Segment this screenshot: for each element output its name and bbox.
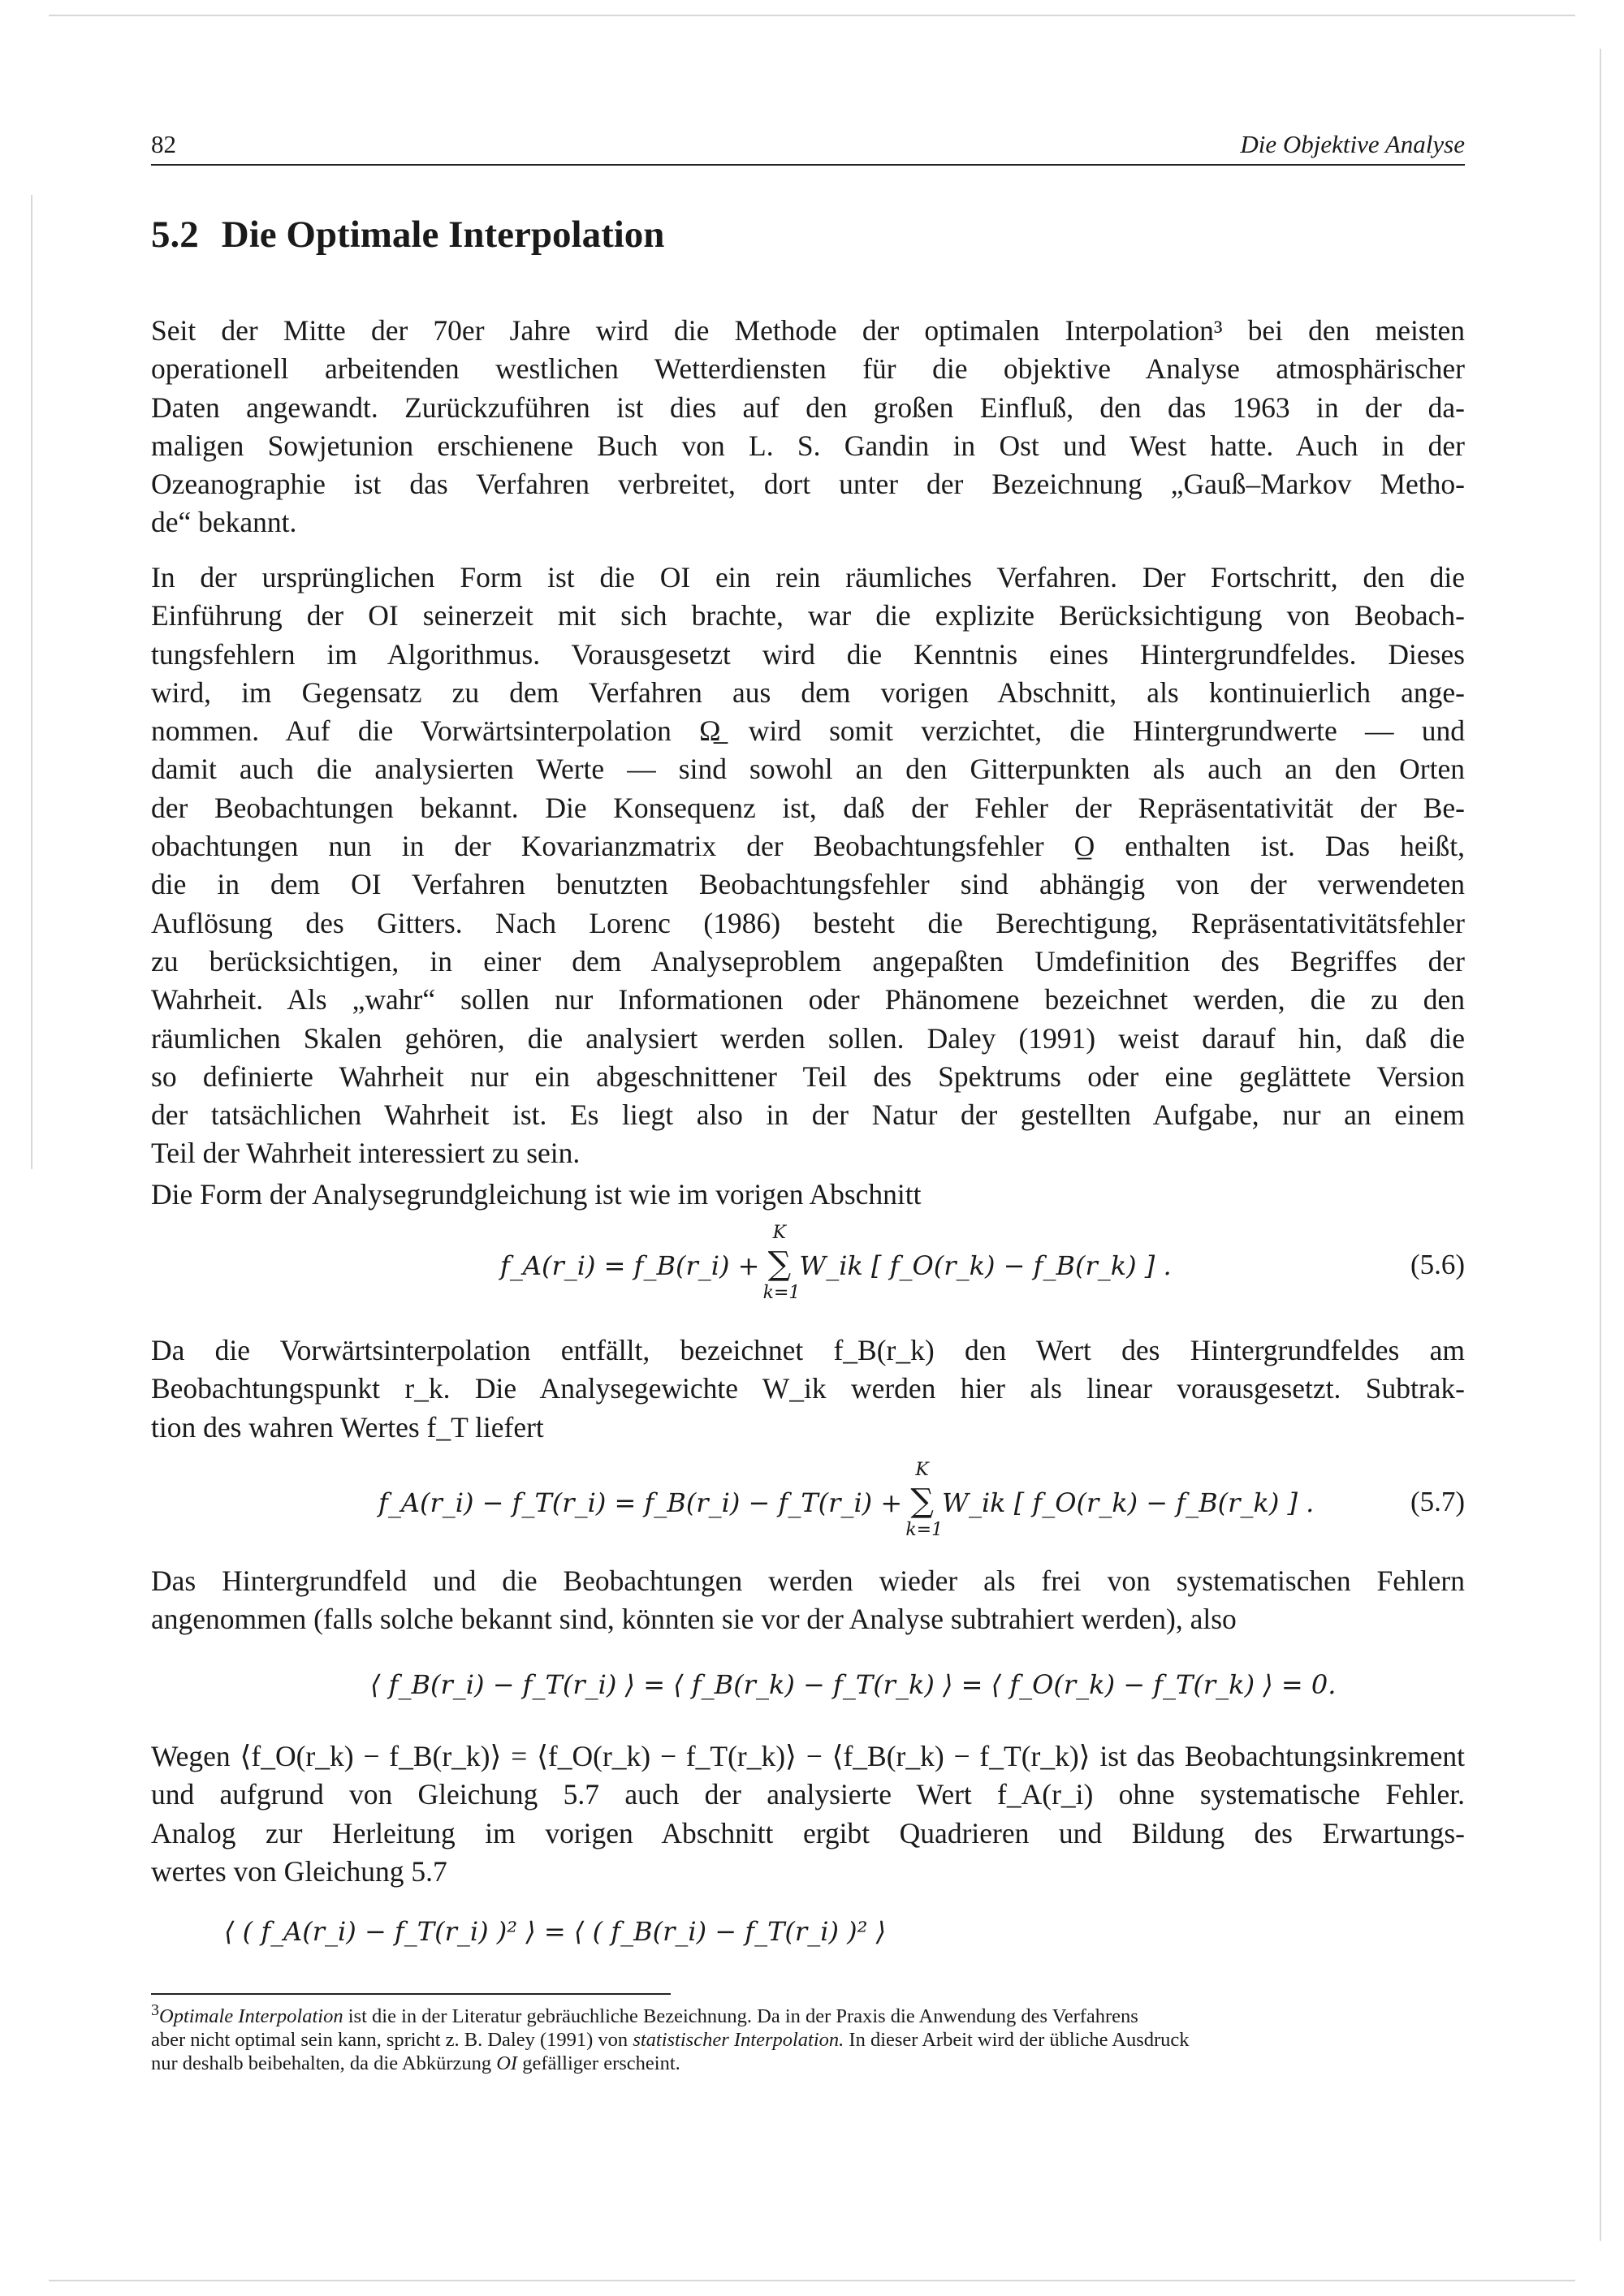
paragraph-2 — [151, 559, 1465, 1173]
text-line: maligen Sowjetunion erschienene Buch von L. S. Gandin in Ost und West hatte. Auch in der — [151, 429, 1465, 462]
equation-lhs: f_A(r_i) − f_T(r_i) = f_B(r_i) − f_T(r_i) + — [378, 1487, 903, 1518]
text-line: angenommen (falls solche bekannt sind, könnten sie vor der Analyse subtrahiert werden), also — [151, 1603, 1237, 1636]
paragraph-4 — [151, 1331, 1465, 1447]
footnote-text: nur deshalb beibehalten, da die Abkürzung — [151, 2052, 497, 2075]
equation-number: (5.6) — [1410, 1249, 1465, 1280]
text-line: die in dem OI Verfahren benutzten Beobachtungsfehler sind abhängig von der verwendeten — [151, 868, 1465, 901]
sum-lower-limit: k=1 — [762, 1283, 801, 1303]
footnote — [151, 1999, 1465, 2075]
footnote-rule — [151, 1993, 671, 1995]
equation-squared-expectation: ⟨ ( f_A(r_i) − f_T(r_i) )² ⟩ = ⟨ ( f_B(r_i) − f_T(r_i) )² ⟩ — [224, 1916, 887, 1947]
sum-symbol: ∑ K k=1 — [905, 1460, 944, 1540]
footnote-marker: 3 — [151, 2001, 159, 2019]
footnote-term: Optimale Interpolation — [159, 2005, 343, 2028]
footnote-term: OI — [496, 2052, 518, 2075]
text-line: Wegen ⟨f_O(r_k) − f_B(r_k)⟩ = ⟨f_O(r_k) − f_T(r_k)⟩ − ⟨f_B(r_k) − f_T(r_k)⟩ ist das Beobachtungsinkrement — [151, 1740, 1465, 1772]
equation-rhs: W_ik [ f_O(r_k) − f_B(r_k) ] . — [942, 1487, 1315, 1518]
sum-upper-limit: K — [915, 1460, 929, 1480]
equation-number: (5.7) — [1410, 1486, 1465, 1517]
paragraph-1 — [151, 312, 1465, 542]
paragraph-5 — [151, 1562, 1465, 1639]
paragraph-3 — [151, 1176, 1465, 1214]
equation-rhs: W_ik [ f_O(r_k) − f_B(r_k) ] . — [799, 1250, 1172, 1281]
text-line: Beobachtungspunkt r_k. Die Analysegewichte W_ik werden hier als linear vorausgesetzt. Subtrak- — [151, 1372, 1465, 1405]
equation-expectation: ⟨ f_B(r_i) − f_T(r_i) ⟩ = ⟨ f_B(r_k) − f_T(r_k) ⟩ = ⟨ f_O(r_k) − f_T(r_k) ⟩ = 0. — [370, 1669, 1337, 1700]
footnote-text: gefälliger erscheint. — [517, 2052, 680, 2075]
section-heading — [151, 213, 664, 257]
text-line: zu berücksichtigen, in einer dem Analyseproblem angepaßten Umdefinition des Begriffes der — [151, 944, 1465, 978]
text-line: Teil der Wahrheit interessiert zu sein. — [151, 1137, 581, 1170]
text-line: der tatsächlichen Wahrheit ist. Es liegt also in der Natur der gestellten Aufgabe, nur an einem — [151, 1098, 1465, 1132]
section-number: 5.2 — [151, 214, 199, 256]
text-line: tion des wahren Wertes f_T liefert — [151, 1410, 544, 1444]
footnote-text: aber nicht optimal sein kann, spricht z. B. Daley (1991) von — [151, 2029, 633, 2052]
text-line: Das Hintergrundfeld und die Beobachtungen werden wieder als frei von systematischen Fehlern — [151, 1564, 1465, 1597]
text-line: In der ursprünglichen Form ist die OI ein rein räumliches Verfahren. Der Fortschritt, den die — [151, 561, 1465, 593]
text-line: operationell arbeitenden westlichen Wetterdiensten für die objektive Analyse atmosphärischer — [151, 352, 1465, 386]
text-line: Wahrheit. Als „wahr“ sollen nur Informationen oder Phänomene bezeichnet werden, die zu den — [151, 983, 1465, 1016]
equation-5-6 — [500, 1223, 1172, 1303]
text-line: und aufgrund von Gleichung 5.7 auch der analysierte Wert f_A(r_i) ohne systematische Fehler. — [151, 1778, 1465, 1811]
section-title: Die Optimale Interpolation — [221, 214, 665, 256]
footnote-term: statistischer Interpolation. — [633, 2029, 844, 2052]
text-line: damit auch die analysierten Werte — sind sowohl an den Gitterpunkten als auch an den Orten — [151, 753, 1465, 786]
text-line: Daten angewandt. Zurückzuführen ist dies auf den großen Einfluß, den das 1963 in der da- — [151, 391, 1465, 424]
sum-lower-limit: k=1 — [905, 1520, 944, 1540]
page-number: 82 — [151, 130, 176, 158]
text-line: der Beobachtungen bekannt. Die Konsequenz ist, daß der Fehler der Repräsentativität der Be- — [151, 791, 1465, 824]
running-title: Die Objektive Analyse — [1240, 130, 1465, 158]
text-line: obachtungen nun in der Kovarianzmatrix der Beobachtungsfehler O̲ enthalten ist. Das heißt, — [151, 830, 1465, 863]
text-line: wird, im Gegensatz zu dem Verfahren aus dem vorigen Abschnitt, als kontinuierlich ange- — [151, 675, 1465, 709]
footnote-text: In dieser Arbeit wird der übliche Ausdruck — [844, 2029, 1190, 2052]
text-line: Da die Vorwärtsinterpolation entfällt, bezeichnet f_B(r_k) den Wert des Hintergrundfeldes am — [151, 1334, 1465, 1366]
footnote-text: ist die in der Literatur gebräuchliche Bezeichnung. Da in der Praxis die Anwendung des Verfahrens — [343, 2005, 1138, 2028]
scan-edge-top — [49, 15, 1575, 16]
text-line: Analog zur Herleitung im vorigen Abschnitt ergibt Quadrieren und Bildung des Erwartungs- — [151, 1816, 1465, 1849]
text-line: wertes von Gleichung 5.7 — [151, 1854, 447, 1888]
text-line: Auflösung des Gitters. Nach Lorenc (1986) besteht die Berechtigung, Repräsentativitätsfehler — [151, 906, 1465, 939]
text-line: Seit der Mitte der 70er Jahre wird die Methode der optimalen Interpolation³ bei den meisten — [151, 314, 1465, 347]
scan-edge-right — [1600, 49, 1601, 2241]
text-line: so definierte Wahrheit nur ein abgeschnittener Teil des Spektrums oder eine geglättete Version — [151, 1060, 1465, 1093]
equation-lhs: f_A(r_i) = f_B(r_i) + — [500, 1250, 760, 1281]
text-line: räumlichen Skalen gehören, die analysiert werden sollen. Daley (1991) weist darauf hin, daß die — [151, 1021, 1465, 1055]
paragraph-6 — [151, 1737, 1465, 1891]
text-line: nommen. Auf die Vorwärtsinterpolation Ω̲ wird somit verzichtet, die Hintergrundwerte — und — [151, 714, 1465, 748]
sum-symbol: ∑ K k=1 — [762, 1223, 801, 1303]
text-line: Ozeanographie ist das Verfahren verbreitet, dort unter der Bezeichnung „Gauß–Markov Metho- — [151, 468, 1465, 501]
text-line: de“ bekannt. — [151, 506, 297, 539]
scan-edge-left — [31, 195, 32, 1169]
sum-upper-limit: K — [772, 1223, 787, 1243]
text-line: tungsfehlern im Algorithmus. Vorausgesetzt wird die Kenntnis eines Hintergrundfeldes. Dieses — [151, 637, 1465, 671]
scan-edge-bottom — [49, 2280, 1575, 2281]
running-header — [151, 130, 1465, 166]
text-line: Einführung der OI seinerzeit mit sich brachte, war die explizite Berücksichtigung von Beobach- — [151, 599, 1465, 632]
text-line: Die Form der Analysegrundgleichung ist wie im vorigen Abschnitt — [151, 1178, 922, 1211]
equation-5-7 — [378, 1460, 1315, 1540]
